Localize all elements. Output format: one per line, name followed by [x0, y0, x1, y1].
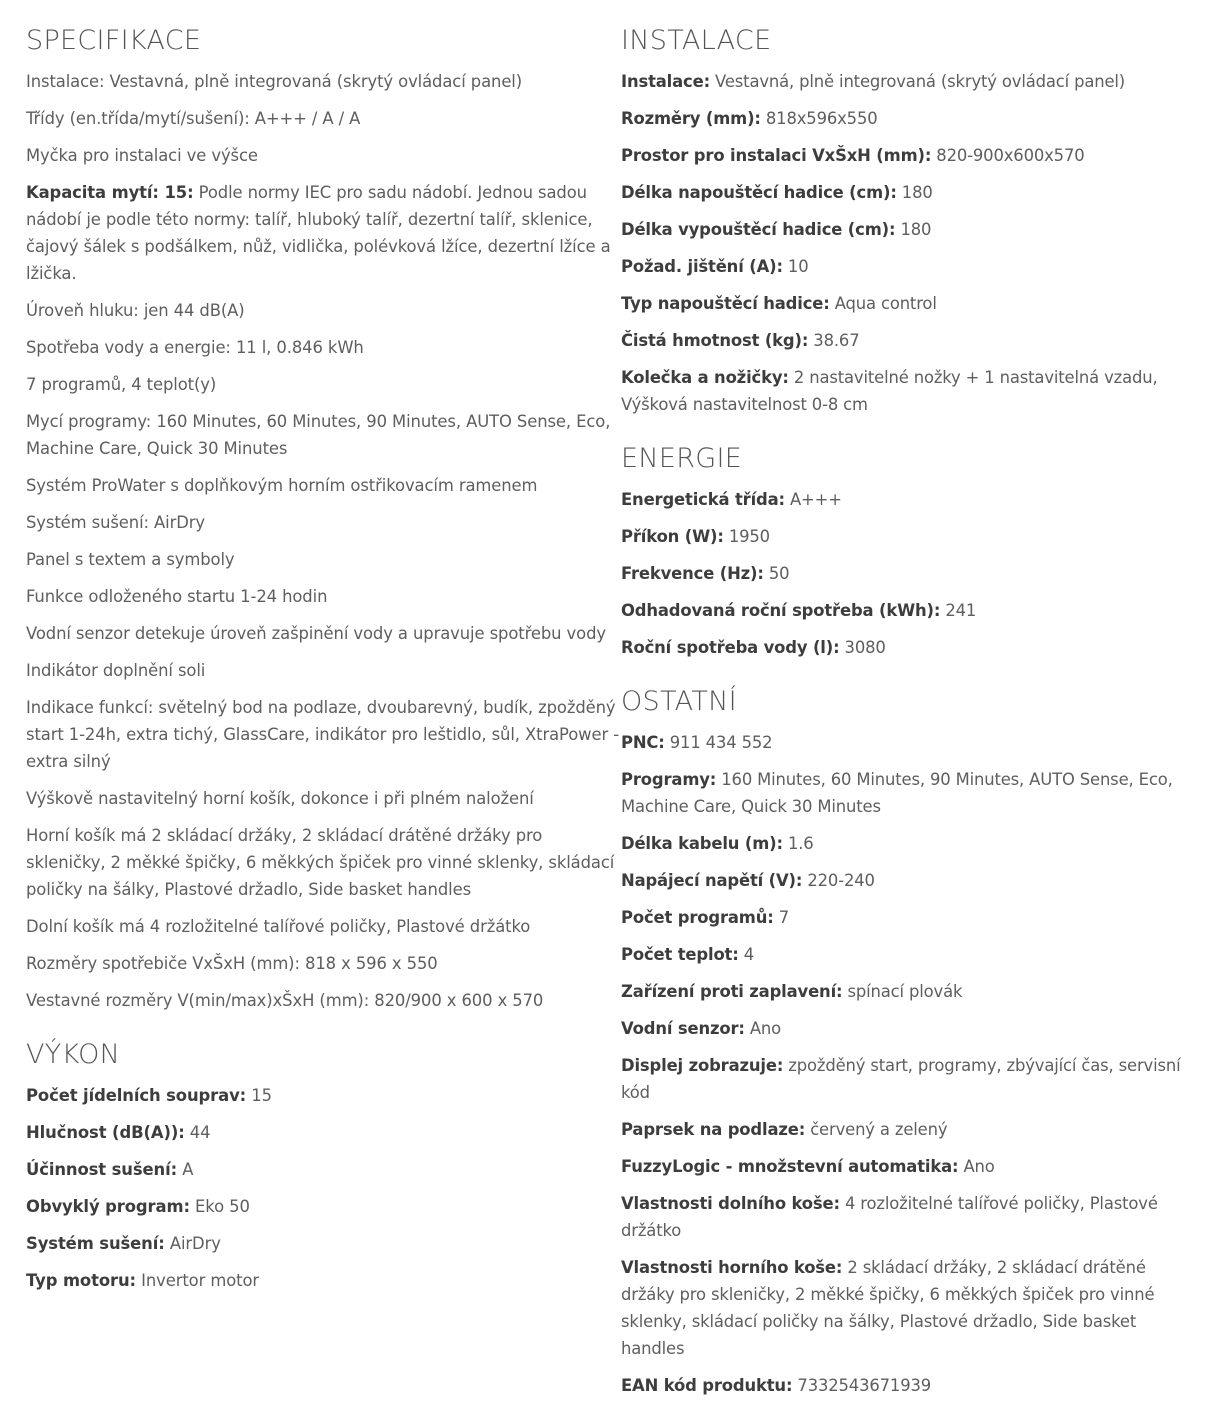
- spec-label: Příkon (W):: [621, 527, 724, 546]
- spec-item: [621, 941, 1186, 968]
- spec-item: [26, 950, 621, 977]
- spec-label: Počet jídelních souprav:: [26, 1086, 247, 1105]
- spec-value: AirDry: [164, 1234, 221, 1253]
- spec-value: Třídy (en.třída/mytí/sušení): A+++ / A / A: [26, 109, 361, 128]
- spec-label: Čistá hmotnost (kg):: [621, 331, 809, 350]
- spec-item: [621, 523, 1186, 550]
- spec-value: 1.6: [782, 834, 814, 853]
- spec-value: Myčka pro instalaci ve výšce: [26, 146, 258, 165]
- spec-item: [26, 913, 621, 940]
- spec-item: [26, 472, 621, 499]
- spec-value: Ano: [744, 1019, 782, 1038]
- spec-label: Roční spotřeba vody (l):: [621, 638, 840, 657]
- spec-label: Paprsek na podlaze:: [621, 1120, 806, 1139]
- spec-item: [26, 1193, 621, 1220]
- spec-label: Vlastnosti dolního koše:: [621, 1194, 840, 1213]
- spec-label: EAN kód produktu:: [621, 1376, 793, 1395]
- left-column: [26, 0, 621, 1409]
- spec-item: [621, 1153, 1186, 1180]
- spec-value: Aqua control: [829, 294, 937, 313]
- section-title-energie: ENERGIE: [621, 443, 743, 474]
- spec-item: [621, 766, 1186, 820]
- spec-item: [621, 1116, 1186, 1143]
- spec-value: Výškově nastavitelný horní košík, dokonce i při plném naložení: [26, 789, 534, 808]
- spec-item: [26, 297, 621, 324]
- spec-value: 241: [940, 601, 977, 620]
- ostatni-list: [621, 729, 1186, 1399]
- spec-item: [621, 105, 1186, 132]
- section-title-instalace: INSTALACE: [621, 25, 772, 56]
- spec-label: Délka kabelu (m):: [621, 834, 783, 853]
- spec-item: [26, 142, 621, 169]
- spec-item: [621, 142, 1186, 169]
- spec-item: [621, 867, 1186, 894]
- spec-item: [26, 546, 621, 573]
- spec-label: Odhadovaná roční spotřeba (kWh):: [621, 601, 941, 620]
- spec-label: Požad. jištění (A):: [621, 257, 783, 276]
- spec-item: [26, 987, 621, 1014]
- spec-value: Indikátor doplnění soli: [26, 661, 206, 680]
- spec-value: červený a zelený: [805, 1120, 948, 1139]
- spec-item: [621, 290, 1186, 317]
- instalace-list: [621, 68, 1186, 418]
- spec-value: 44: [184, 1123, 211, 1142]
- spec-item: [621, 560, 1186, 587]
- spec-label: Kolečka a nožičky:: [621, 368, 789, 387]
- spec-label: PNC:: [621, 733, 665, 752]
- vykon-list: [26, 1082, 621, 1294]
- spec-value: 2 skládací držáky, 2 skládací drátěné držáky pro skleničky, 2 měkké špičky, 6 měkkých špiček pro vinné sklenky, skládací poličky na šálky, Plastové držadlo, Side basket handles: [621, 1258, 1155, 1358]
- spec-item: [26, 1230, 621, 1257]
- spec-item: [26, 1119, 621, 1146]
- spec-item: [621, 1052, 1186, 1106]
- spec-value: Dolní košík má 4 rozložitelné talířové poličky, Plastové držátko: [26, 917, 531, 936]
- spec-label: FuzzyLogic - množstevní automatika:: [621, 1157, 959, 1176]
- spec-value: 15: [246, 1086, 272, 1105]
- spec-value: 820-900x600x570: [931, 146, 1085, 165]
- spec-value: 818x596x550: [760, 109, 878, 128]
- spec-item: [621, 1254, 1186, 1362]
- spec-value: Invertor motor: [136, 1271, 260, 1290]
- spec-value: Spotřeba vody a energie: 11 l, 0.846 kWh: [26, 338, 364, 357]
- spec-value: zpožděný start, programy, zbývající čas, servisní kód: [621, 1056, 1181, 1102]
- spec-value: Horní košík má 2 skládací držáky, 2 skládací drátěné držáky pro skleničky, 2 měkké špičky, 6 měkkých špiček pro vinné sklenky, skládací poličky na šálky, Plastové držadlo, Side basket handles: [26, 826, 615, 899]
- spec-item: [621, 597, 1186, 624]
- spec-label: Instalace:: [621, 72, 710, 91]
- spec-label: Programy:: [621, 770, 717, 789]
- spec-value: Vestavná, plně integrovaná (skrytý ovládací panel): [710, 72, 1126, 91]
- spec-item: [26, 657, 621, 684]
- spec-value: Vodní senzor detekuje úroveň zašpinění vody a upravuje spotřebu vody: [26, 624, 606, 643]
- spec-value: Indikace funkcí: světelný bod na podlaze, dvoubarevný, budík, zpožděný start 1-24h, extra tichý, GlassCare, indikátor pro leštidlo, sůl, XtraPower - extra silný: [26, 698, 620, 771]
- spec-value: Eko 50: [189, 1197, 250, 1216]
- spec-value: 180: [895, 220, 932, 239]
- spec-item: [621, 1190, 1186, 1244]
- spec-value: 220-240: [802, 871, 875, 890]
- spec-item: [621, 216, 1186, 243]
- spec-value: A+++: [784, 490, 842, 509]
- spec-item: [621, 486, 1186, 513]
- spec-value: Mycí programy: 160 Minutes, 60 Minutes, 90 Minutes, AUTO Sense, Eco, Machine Care, Quick 30 Minutes: [26, 412, 611, 458]
- spec-value: Panel s textem a symboly: [26, 550, 235, 569]
- spec-label: Účinnost sušení:: [26, 1160, 178, 1179]
- spec-value: 2 nastavitelné nožky + 1 nastavitelná vzadu, Výšková nastavitelnost 0-8 cm: [621, 368, 1158, 414]
- spec-item: [621, 904, 1186, 931]
- spec-value: Úroveň hluku: jen 44 dB(A): [26, 301, 245, 320]
- right-column: [621, 0, 1186, 1409]
- spec-label: Frekvence (Hz):: [621, 564, 764, 583]
- spec-value: 50: [763, 564, 790, 583]
- spec-value: 3080: [839, 638, 886, 657]
- spec-item: [621, 830, 1186, 857]
- section-title-ostatni: OSTATNÍ: [621, 686, 737, 717]
- spec-value: Funkce odloženého startu 1-24 hodin: [26, 587, 328, 606]
- energie-list: [621, 486, 1186, 661]
- spec-label: Zařízení proti zaplavení:: [621, 982, 843, 1001]
- spec-label: Hlučnost (dB(A)):: [26, 1123, 185, 1142]
- spec-item: [621, 179, 1186, 206]
- spec-label: Systém sušení:: [26, 1234, 165, 1253]
- spec-value: 911 434 552: [664, 733, 773, 752]
- spec-item: [26, 1156, 621, 1183]
- spec-value: 7 programů, 4 teplot(y): [26, 375, 217, 394]
- spec-label: Kapacita mytí: 15:: [26, 183, 194, 202]
- spec-value: 10: [782, 257, 809, 276]
- spec-value: A: [177, 1160, 194, 1179]
- spec-value: spínací plovák: [842, 982, 963, 1001]
- spec-item: [26, 371, 621, 398]
- spec-value: Podle normy IEC pro sadu nádobí. Jednou sadou nádobí je podle této normy: talíř, hluboký talíř, dezertní talíř, sklenice, čajový šálek s podšálkem, nůž, vidlička, polévková lžíce, dezertní lžíce a lžička.: [26, 183, 611, 283]
- spec-item: [621, 1015, 1186, 1042]
- spec-item: [26, 179, 621, 287]
- section-title-specifikace: SPECIFIKACE: [26, 25, 202, 56]
- spec-label: Vodní senzor:: [621, 1019, 745, 1038]
- spec-label: Energetická třída:: [621, 490, 785, 509]
- spec-value: 4: [738, 945, 754, 964]
- spec-label: Délka napouštěcí hadice (cm):: [621, 183, 897, 202]
- spec-item: [621, 729, 1186, 756]
- specifikace-list: [26, 68, 621, 1014]
- spec-value: Instalace: Vestavná, plně integrovaná (skrytý ovládací panel): [26, 72, 523, 91]
- spec-label: Vlastnosti horního koše:: [621, 1258, 843, 1277]
- spec-item: [26, 583, 621, 610]
- spec-item: [621, 327, 1186, 354]
- spec-item: [621, 634, 1186, 661]
- spec-label: Počet teplot:: [621, 945, 739, 964]
- spec-label: Typ motoru:: [26, 1271, 136, 1290]
- spec-item: [26, 694, 621, 775]
- spec-value: Systém ProWater s doplňkovým horním ostřikovacím ramenem: [26, 476, 538, 495]
- spec-value: 7: [773, 908, 789, 927]
- spec-label: Prostor pro instalaci VxŠxH (mm):: [621, 146, 932, 165]
- spec-label: Obvyklý program:: [26, 1197, 190, 1216]
- spec-item: [621, 364, 1186, 418]
- spec-item: [26, 68, 621, 95]
- spec-item: [26, 334, 621, 361]
- spec-value: Ano: [958, 1157, 995, 1176]
- spec-item: [26, 408, 621, 462]
- spec-item: [621, 253, 1186, 280]
- spec-item: [26, 509, 621, 536]
- spec-value: Vestavné rozměry V(min/max)xŠxH (mm): 820/900 x 600 x 570: [26, 991, 544, 1010]
- spec-item: [26, 822, 621, 903]
- spec-item: [621, 978, 1186, 1005]
- section-title-vykon: VÝKON: [26, 1039, 121, 1070]
- spec-item: [26, 1082, 621, 1109]
- spec-item: [26, 620, 621, 647]
- spec-value: 7332543671939: [792, 1376, 932, 1395]
- spec-item: [26, 785, 621, 812]
- spec-value: Systém sušení: AirDry: [26, 513, 206, 532]
- spec-item: [621, 68, 1186, 95]
- spec-item: [621, 1372, 1186, 1399]
- spec-value: 1950: [723, 527, 770, 546]
- spec-label: Počet programů:: [621, 908, 774, 927]
- spec-item: [26, 1267, 621, 1294]
- spec-label: Napájecí napětí (V):: [621, 871, 803, 890]
- spec-label: Rozměry (mm):: [621, 109, 761, 128]
- spec-value: 160 Minutes, 60 Minutes, 90 Minutes, AUTO Sense, Eco, Machine Care, Quick 30 Minutes: [621, 770, 1173, 816]
- spec-item: [26, 105, 621, 132]
- spec-label: Displej zobrazuje:: [621, 1056, 784, 1075]
- spec-label: Typ napouštěcí hadice:: [621, 294, 830, 313]
- spec-value: 38.67: [808, 331, 860, 350]
- spec-value: Rozměry spotřebiče VxŠxH (mm): 818 x 596 x 550: [26, 954, 438, 973]
- spec-value: 180: [896, 183, 933, 202]
- spec-label: Délka vypouštěcí hadice (cm):: [621, 220, 896, 239]
- spec-value: 4 rozložitelné talířové poličky, Plastové držátko: [621, 1194, 1158, 1240]
